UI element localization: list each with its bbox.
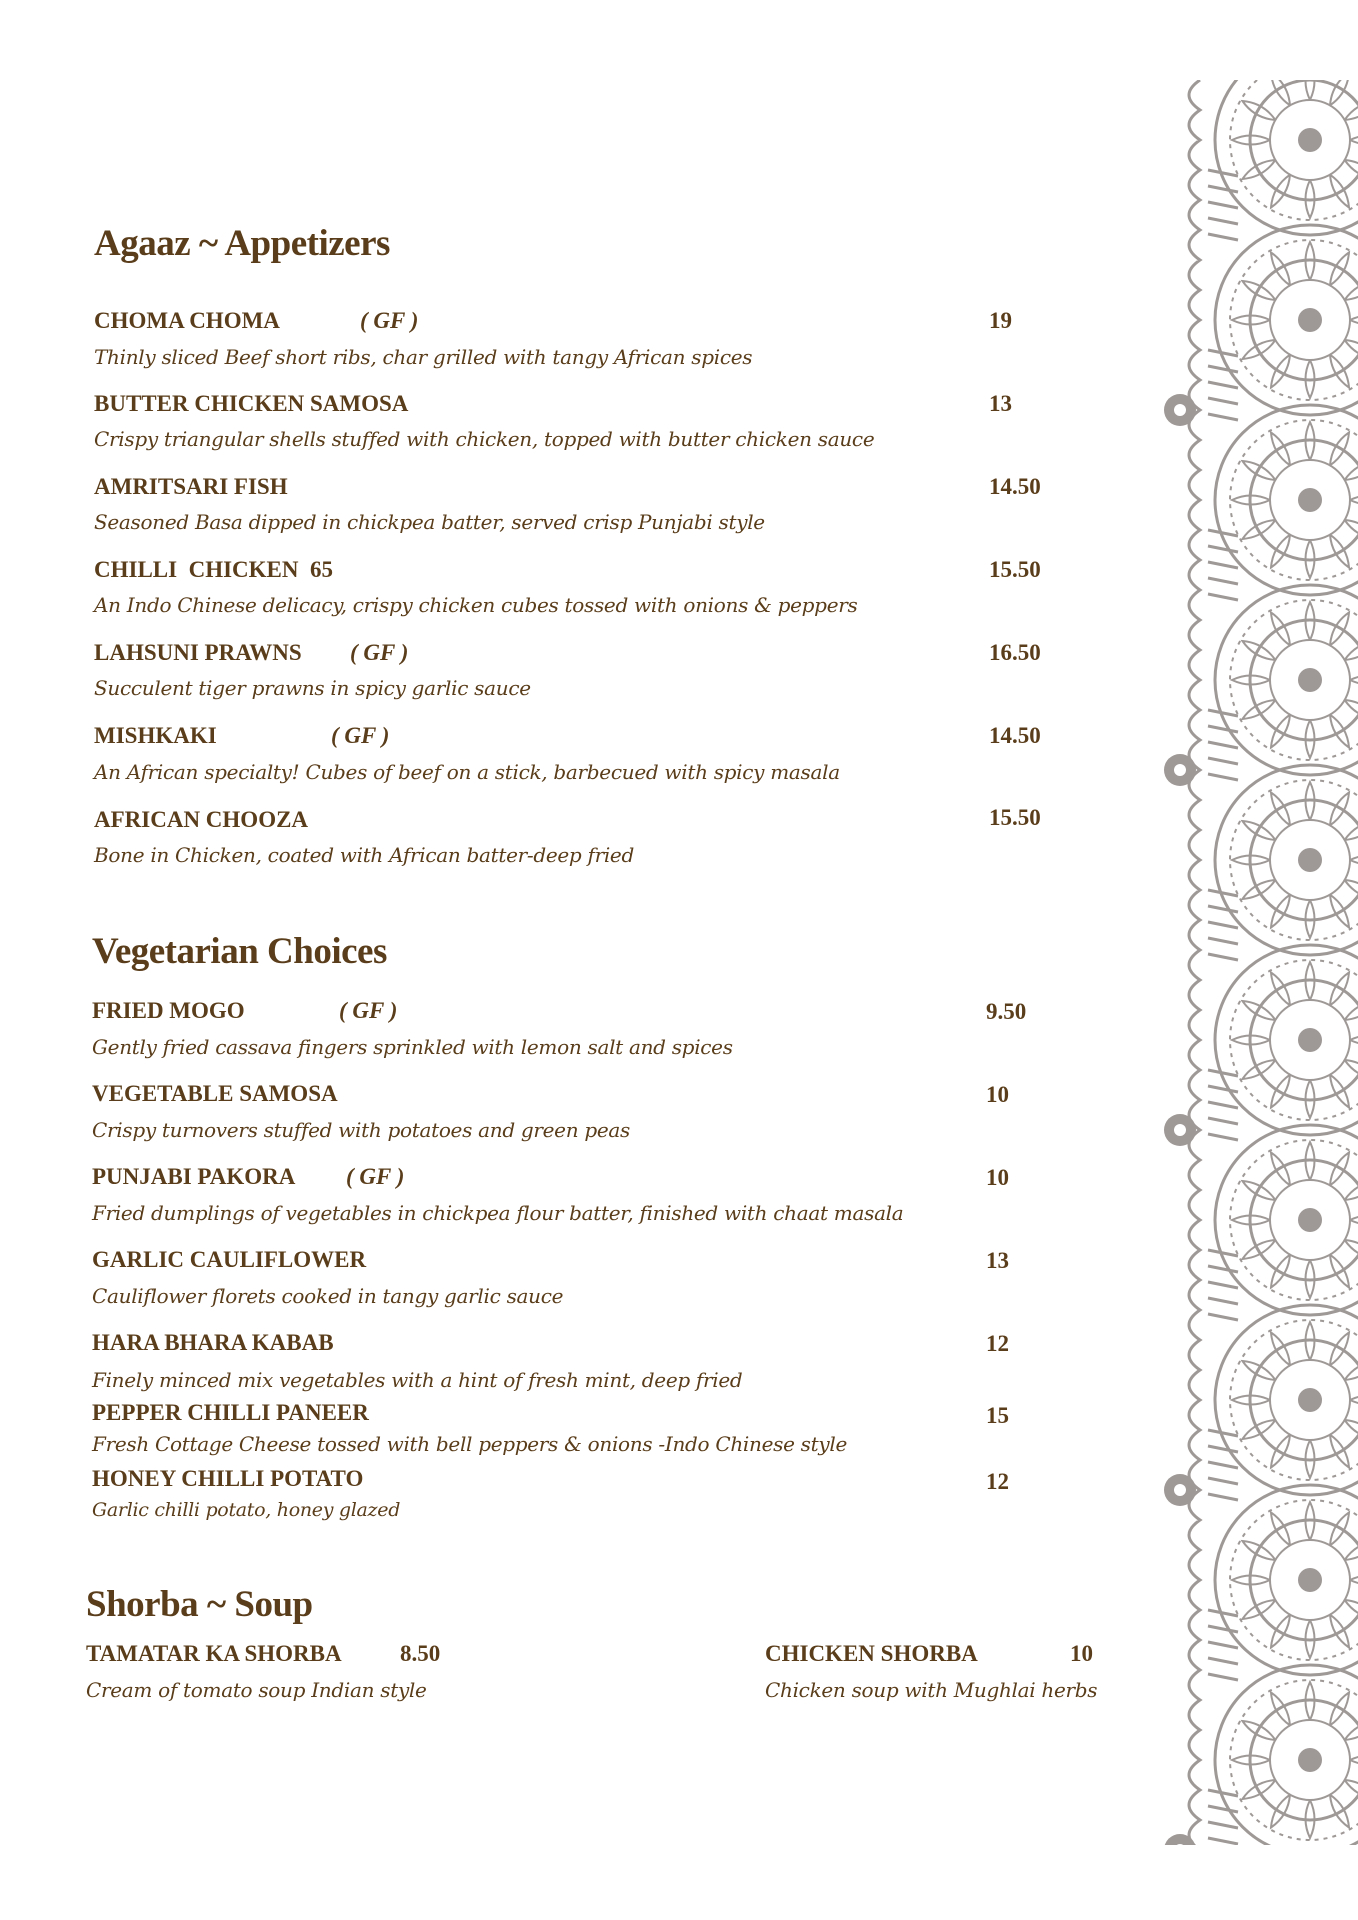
section-title-appetizers: Agaaz ~ Appetizers — [94, 223, 390, 264]
item-price: 15.50 — [989, 805, 1041, 830]
item-price: 14.50 — [989, 474, 1041, 499]
item-description: Chicken soup with Mughlai herbs — [765, 1678, 1098, 1702]
item-name: HONEY CHILLI POTATO — [92, 1466, 364, 1491]
item-description: An Indo Chinese delicacy, crispy chicken cubes tossed with onions & peppers — [94, 593, 858, 617]
item-description: Thinly sliced Beef short ribs, char grilled with tangy African spices — [94, 345, 753, 369]
item-price: 12 — [986, 1469, 1009, 1494]
item-description: Seasoned Basa dipped in chickpea batter, served crisp Punjabi style — [94, 510, 765, 534]
item-price: 14.50 — [989, 723, 1041, 748]
item-name: AMRITSARI FISH — [94, 474, 288, 499]
item-name: BUTTER CHICKEN SAMOSA — [94, 391, 409, 416]
item-price: 9.50 — [986, 999, 1027, 1024]
item-name: VEGETABLE SAMOSA — [92, 1081, 338, 1106]
item-name: CHOMA CHOMA — [94, 308, 280, 333]
item-name: FRIED MOGO — [92, 998, 245, 1023]
gluten-free-tag: ( GF ) — [339, 998, 398, 1023]
item-description: Garlic chilli potato, honey glazed — [92, 1499, 401, 1521]
item-name: PEPPER CHILLI PANEER — [92, 1400, 369, 1425]
item-name: CHICKEN SHORBA — [765, 1641, 978, 1666]
item-name: GARLIC CAULIFLOWER — [92, 1247, 367, 1272]
item-description: Crispy turnovers stuffed with potatoes and green peas — [92, 1118, 630, 1142]
item-name: TAMATAR KA SHORBA — [86, 1641, 342, 1666]
gluten-free-tag: ( GF ) — [346, 1164, 405, 1189]
item-description: Finely minced mix vegetables with a hint of fresh mint, deep fried — [92, 1368, 743, 1392]
item-price: 10 — [986, 1082, 1009, 1107]
item-price: 10 — [1070, 1641, 1093, 1666]
item-description: An African specialty! Cubes of beef on a stick, barbecued with spicy masala — [94, 760, 840, 784]
item-description: Crispy triangular shells stuffed with chicken, topped with butter chicken sauce — [94, 427, 875, 451]
section-title-vegetarian: Vegetarian Choices — [92, 931, 387, 972]
item-price: 8.50 — [400, 1641, 441, 1666]
item-name: AFRICAN CHOOZA — [94, 807, 309, 832]
item-name: HARA BHARA KABAB — [92, 1330, 334, 1355]
item-description: Cauliflower florets cooked in tangy garlic sauce — [92, 1284, 564, 1308]
item-name: PUNJABI PAKORA — [92, 1164, 296, 1189]
item-price: 10 — [986, 1165, 1009, 1190]
item-price: 13 — [989, 391, 1012, 416]
gluten-free-tag: ( GF ) — [360, 308, 419, 333]
item-description: Bone in Chicken, coated with African batter-deep fried — [94, 843, 634, 867]
item-price: 15 — [986, 1403, 1009, 1428]
item-price: 15.50 — [989, 557, 1041, 582]
item-description: Fried dumplings of vegetables in chickpea flour batter, finished with chaat masala — [92, 1201, 904, 1225]
item-name: CHILLI CHICKEN 65 — [94, 557, 333, 582]
item-description: Cream of tomato soup Indian style — [86, 1678, 427, 1702]
mandala-border-icon — [1160, 80, 1358, 1845]
item-price: 13 — [986, 1248, 1009, 1273]
item-name: LAHSUNI PRAWNS — [94, 640, 302, 665]
item-description: Gently fried cassava fingers sprinkled with lemon salt and spices — [92, 1035, 733, 1059]
section-title-soup: Shorba ~ Soup — [86, 1584, 313, 1625]
gluten-free-tag: ( GF ) — [331, 723, 390, 748]
item-name: MISHKAKI — [94, 723, 217, 748]
item-description: Succulent tiger prawns in spicy garlic sauce — [94, 676, 531, 700]
item-price: 12 — [986, 1331, 1009, 1356]
item-price: 16.50 — [989, 640, 1041, 665]
item-price: 19 — [989, 308, 1012, 333]
item-description: Fresh Cottage Cheese tossed with bell peppers & onions -Indo Chinese style — [92, 1432, 848, 1456]
gluten-free-tag: ( GF ) — [350, 640, 409, 665]
